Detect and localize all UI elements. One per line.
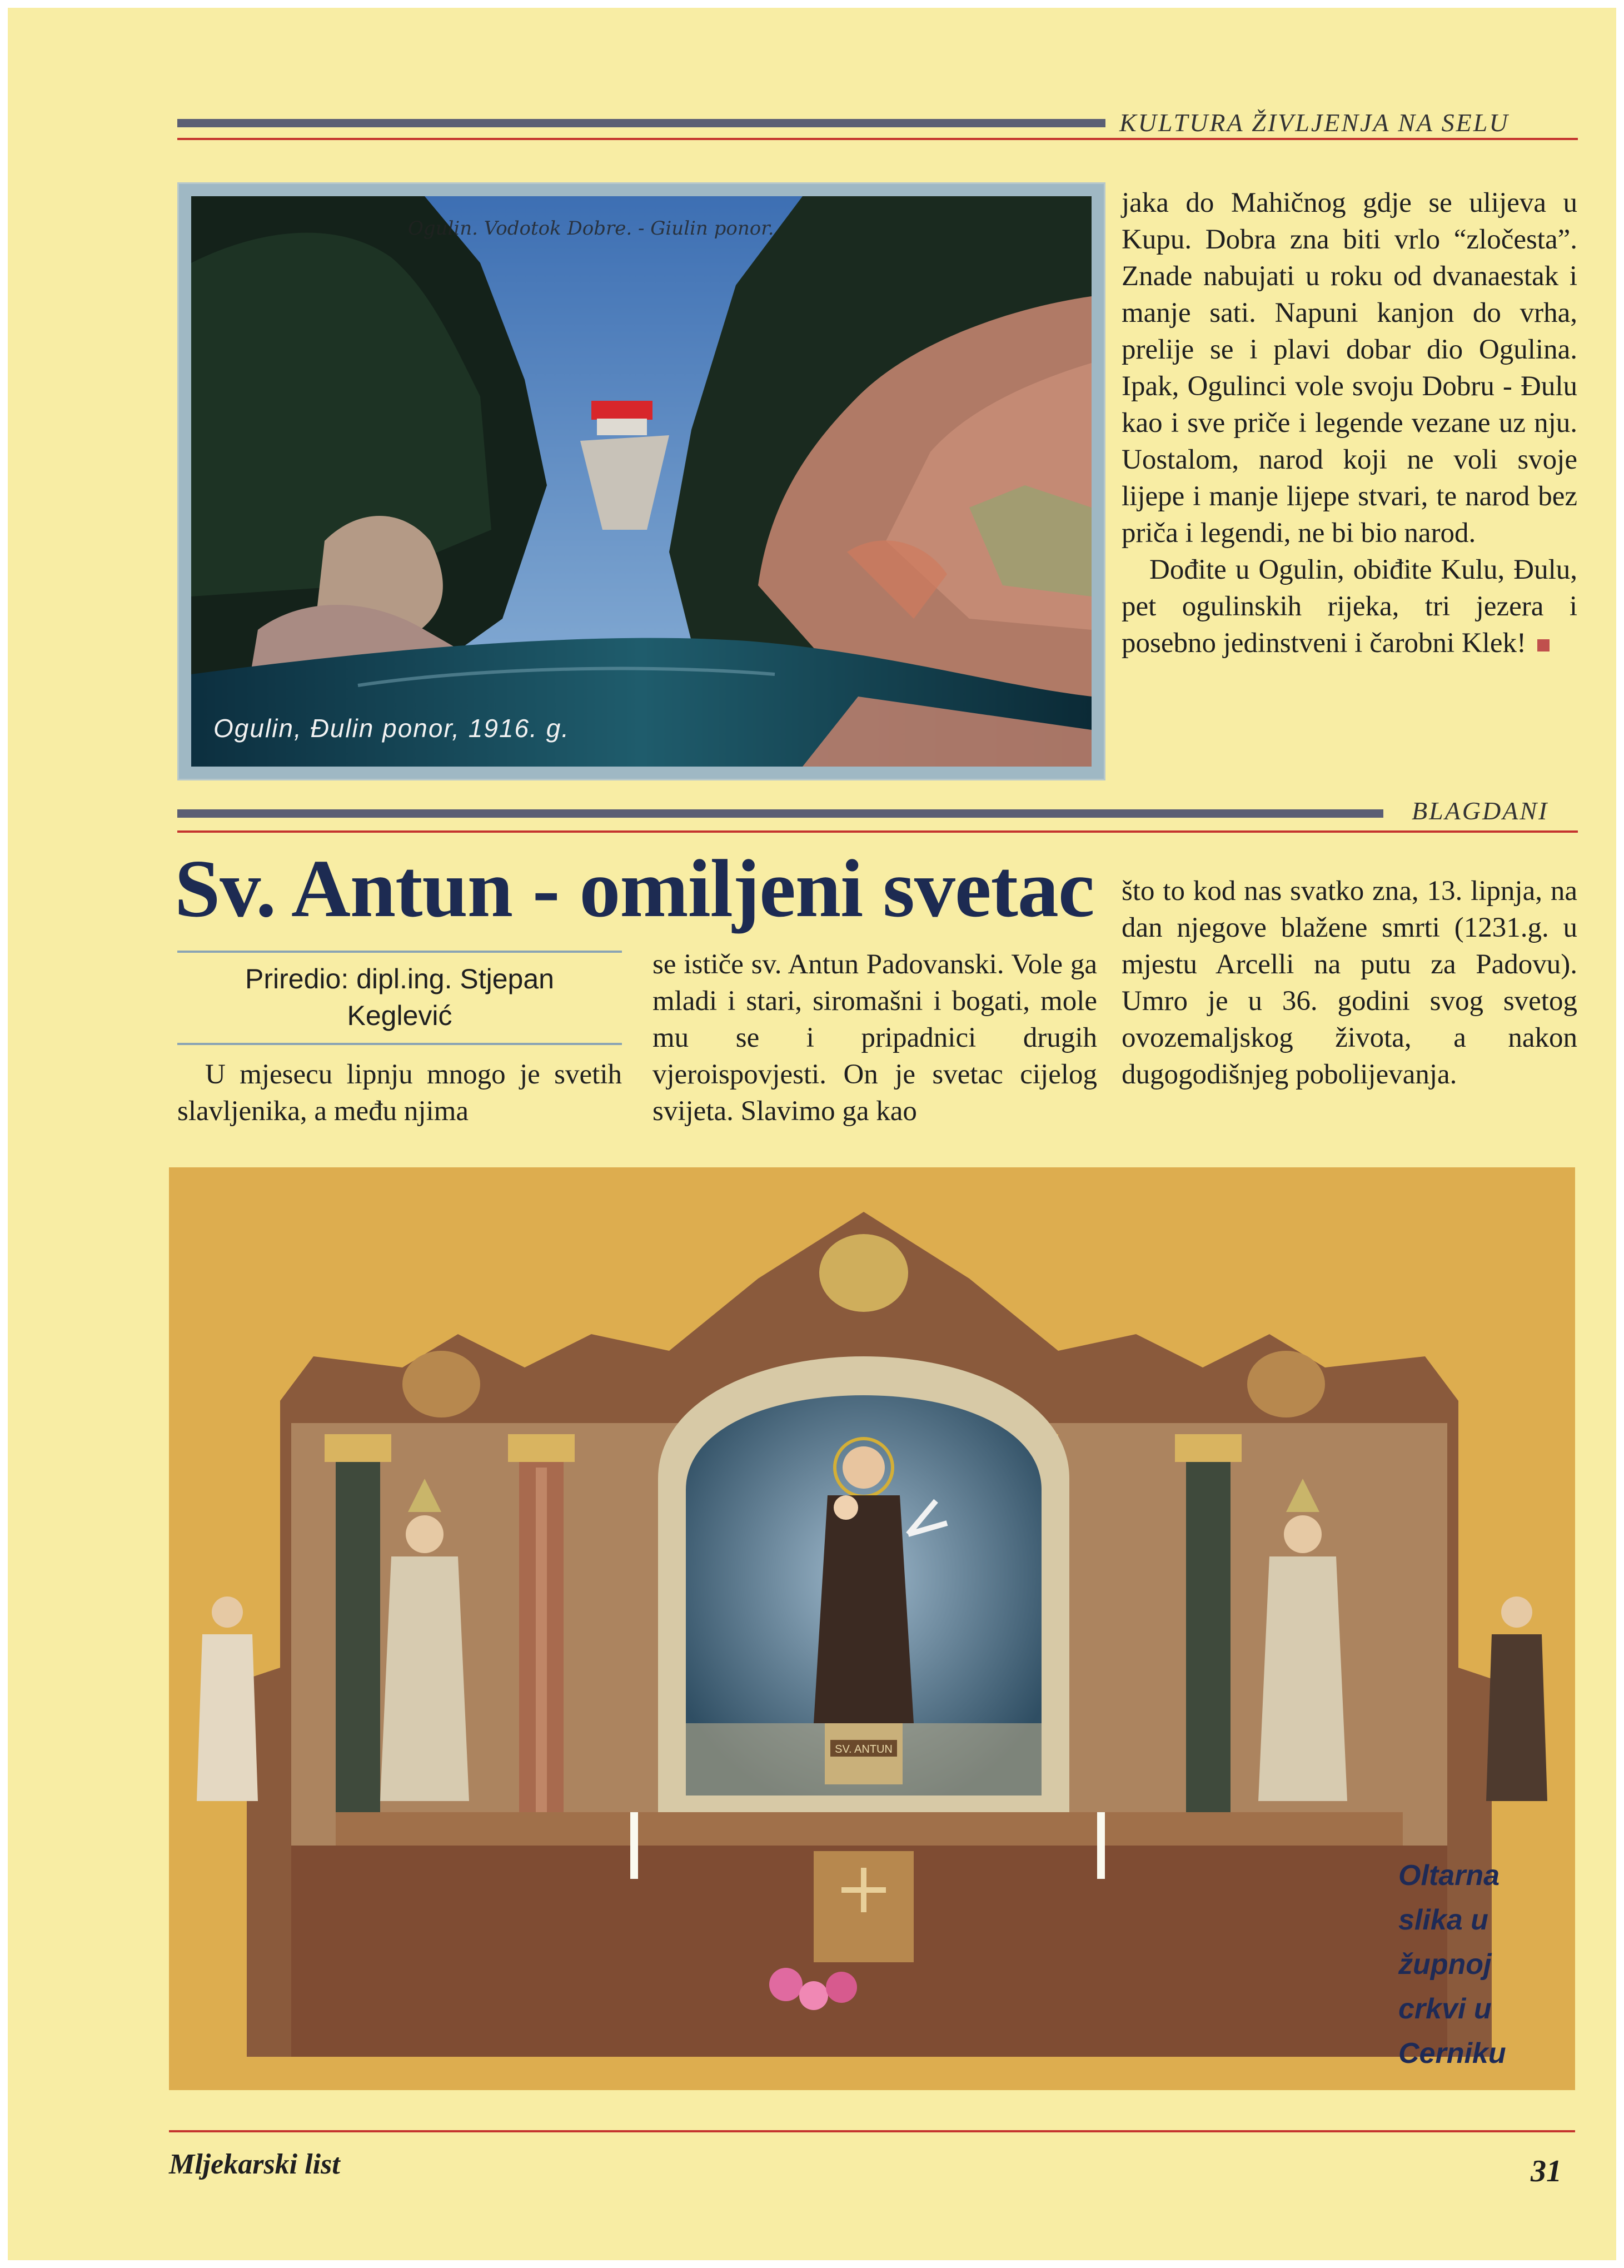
paragraph-text: Dođite u Ogulin, obiđite Kulu, Đulu, pet ogulinskih rijeka, tri jezera i posebno jedinstveni i čarobni Klek! — [1122, 554, 1577, 659]
section-label-top: KULTURA ŽIVLJENJA NA SELU — [1119, 108, 1510, 137]
byline-rule-top — [177, 951, 622, 953]
caption-line: crkvi u — [1398, 1993, 1492, 2025]
altar-illustration — [169, 1167, 1575, 2090]
article-column-1: U mjesecu lipnju mnogo je svetih slavljenika, a među njima — [177, 1059, 622, 1127]
article-column-2: se ističe sv. Antun Padovanski. Vole ga mladi i stari, siromašni i bogati, mole mu se i pripadnici drugih vjeroispovjesti. On je svetac cijelog svijeta. Slavimo ga kao — [652, 949, 1097, 1127]
photo-caption: Ogulin, Đulin ponor, 1916. g. — [213, 714, 570, 743]
caption-line: slika u — [1398, 1904, 1488, 1936]
postcard-title: Ogulin. Vodotok Dobre. - Giulin ponor. — [408, 217, 774, 240]
section-label-blagdani: BLAGDANI — [1412, 797, 1549, 825]
caption-line: župnoj — [1398, 1948, 1492, 1981]
end-of-article-icon — [1537, 639, 1550, 651]
section-header-rule — [177, 830, 1578, 833]
byline-rule-bottom — [177, 1043, 622, 1045]
caption-line: Cerniku — [1398, 2037, 1506, 2070]
altar-photo — [169, 1167, 1575, 2090]
right-column-text — [1122, 185, 1577, 662]
paragraph — [1122, 551, 1577, 662]
article-column-3: što to kod nas svatko zna, 13. lipnja, na dan njegove blažene smrti (1231.g. u mjestu Arcelli na putu za Padovu). Umro je u 36. godini svog svetog ovozemaljskog života, a nakon dugogodišnjeg pobolijevanja. — [1122, 876, 1577, 1090]
byline: Priredio: dipl.ing. Stjepan Keglević — [245, 963, 554, 1031]
section-header-rule — [177, 138, 1578, 140]
publication-name: Mljekarski list — [169, 2148, 340, 2180]
magazine-page — [8, 8, 1616, 2260]
caption-line: Oltarna — [1398, 1859, 1500, 1892]
statue-label: SV. ANTUN — [835, 1743, 893, 1755]
section-header-bar — [177, 119, 1105, 127]
page-number: 31 — [1531, 2154, 1562, 2189]
postcard-photo-frame — [177, 182, 1105, 780]
altar-caption — [1398, 1853, 1506, 2076]
canyon-illustration — [191, 196, 1092, 767]
footer-rule — [169, 2130, 1575, 2132]
article-title: Sv. Antun - omiljeni svetac — [175, 843, 1094, 934]
section-header-bar — [177, 809, 1383, 818]
postcard-photo — [191, 196, 1092, 767]
paragraph: jaka do Mahičnog gdje se ulijeva u Kupu. Dobra zna biti vrlo “zločesta”. Znade nabujati u roku od dvanaestak i manje sati. Napuni kanjon do vrha, prelije se i plavi dobar dio Ogulina. Ipak, Ogulinci vole svoju Dobru - Đulu kao i sve priče i legende vezane uz nju. Uostalom, narod koji ne voli svoje lijepe i manje lijepe stvari, te narod bez priča i legendi, ne bi bio narod. — [1122, 187, 1577, 549]
